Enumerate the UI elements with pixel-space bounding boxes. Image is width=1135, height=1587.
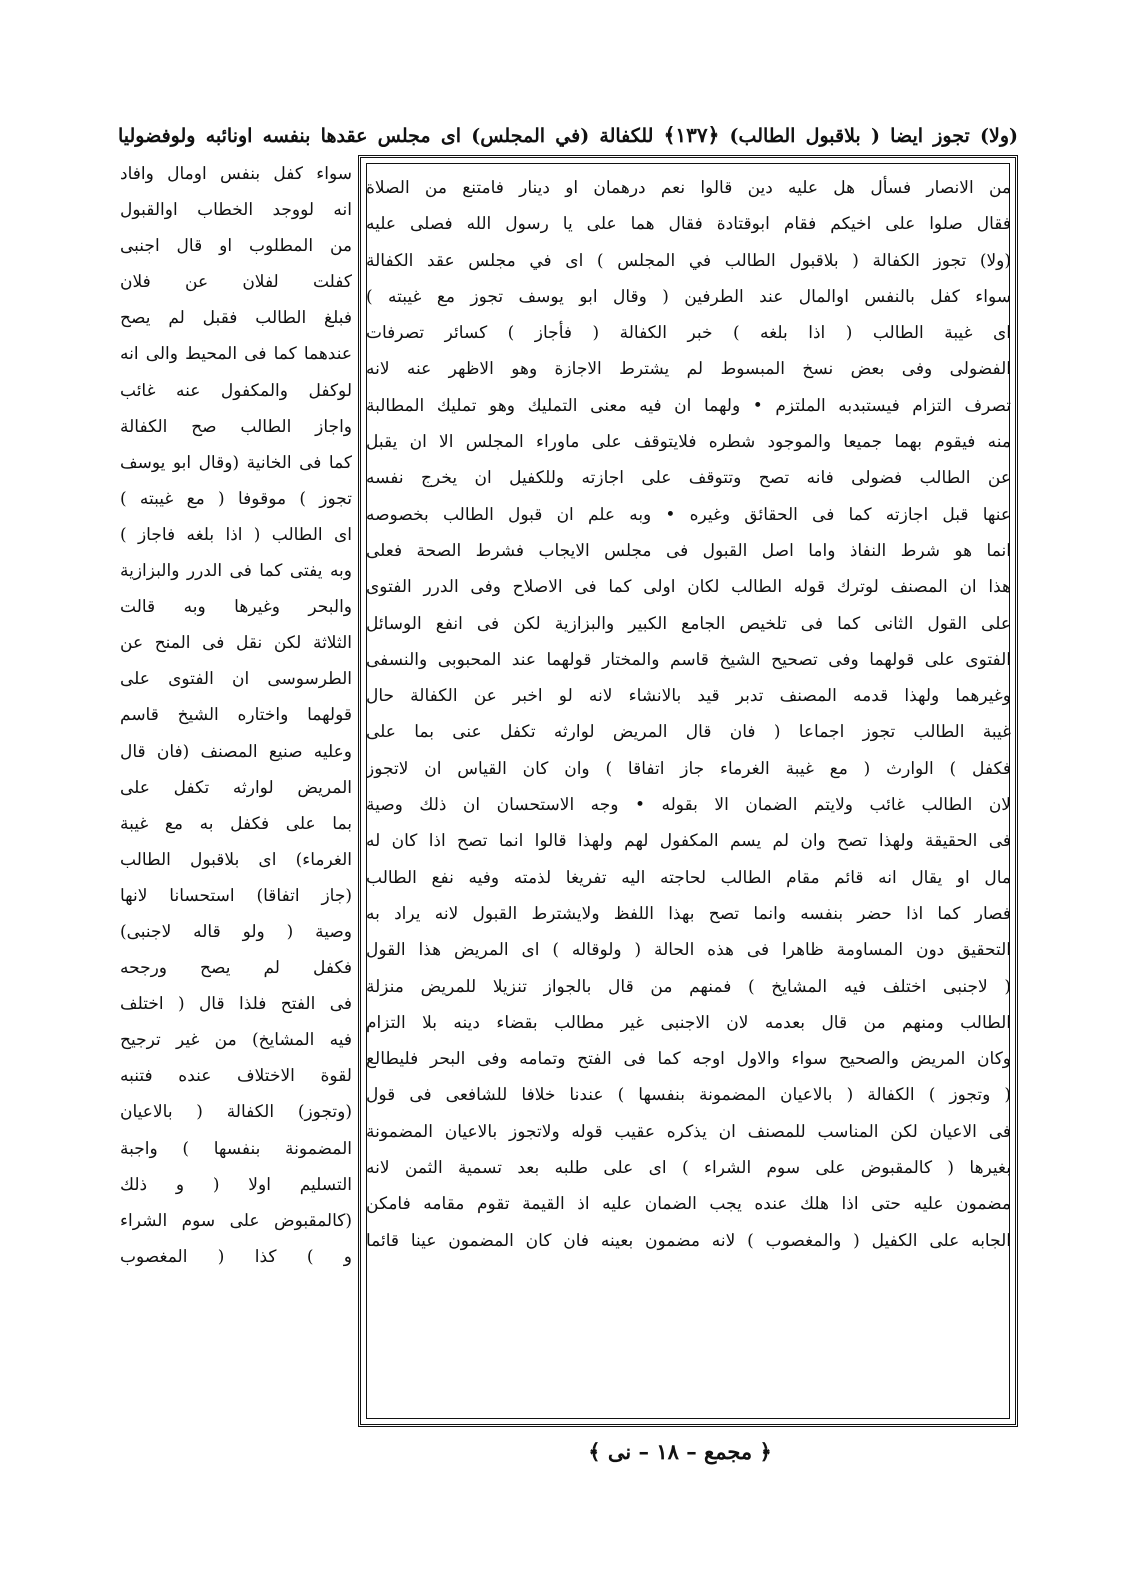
text-line: فيه المشايخ) من غير ترجيح [120, 1030, 352, 1051]
text-line: على القول الثانى كما فى تلخيص الجامع الكبير والبزازية لكن فى انفع الوسائل [366, 613, 1011, 634]
text-line: الغرماء) اى بلاقبول الطالب [120, 849, 352, 870]
text-line: المريض لوارثه تكفل على [120, 777, 352, 798]
text-line: سواء كفل بنفس اومال وافاد [120, 164, 352, 184]
text-line: و ) كذا ( المغصوب [120, 1246, 352, 1267]
text-line: ( لاجنبى اختلف فيه المشايخ ) فمنهم من قال بالجواز تنزيلا للمريض منزلة [366, 976, 1011, 997]
signature-footer: ﴿ مجمع – ١٨ – نى ﴾ [588, 1439, 772, 1464]
text-line: الفتوى على قولهما وفى تصحيح الشيخ قاسم والمختار قولهما عند المحبوبى والنسفى [366, 649, 1011, 670]
text-line: وبه يفتى كما فى الدرر والبزازية [120, 561, 352, 582]
text-line: لوكفل والمكفول عنه غائب [120, 380, 352, 401]
text-line: قولهما واختاره الشيخ قاسم [120, 705, 352, 726]
text-line: واجاز الطالب صح الكفالة [120, 416, 352, 437]
text-line: انه لووجد الخطاب اوالقبول [120, 200, 352, 221]
text-line: فى الاعيان لكن المناسب للمصنف ان يذكره عقيب قوله ولاتجوز بالاعيان المضمونة [366, 1121, 1011, 1142]
text-line: تصرف التزام فيستبدبه الملتزم • ولهما ان فيه معنى التمليك وهو تمليك المطالبة [366, 395, 1011, 416]
header-left-text: للكفالة (في المجلس) اى مجلس عقدها بنفسه اونائبه ولوفضوليا [118, 125, 654, 147]
text-line: فصار كما اذا حضر بنفسه وانما تصح بهذا اللفظ ولايشترط القبول لانه يراد به [366, 903, 1011, 924]
text-line: عندهما كما فى المحيط والى انه [120, 344, 352, 365]
side-commentary [120, 156, 352, 1275]
text-line: وعليه صنيع المصنف (فان قال [120, 741, 352, 762]
text-line: (كالمقبوض على سوم الشراء [120, 1210, 352, 1231]
text-line: مال او يقال انه قائم مقام الطالب لحاجته اليه تفريغا لذمته وفيه نفع الطالب [366, 867, 1011, 888]
text-line: لان الطالب غائب ولايتم الضمان الا بقوله • وجه الاستحسان ان ذلك وصية [366, 795, 1011, 816]
page-number: ﴿١٣٧﴾ [663, 123, 720, 147]
text-line: عن الطالب فضولى فانه تصح وتتوقف على اجازته وللكفيل ان يخرج نفسه [366, 468, 1011, 489]
text-line: فبلغ الطالب فقبل لم يصح [120, 308, 352, 329]
header-right-text: (ولا) تجوز ايضا ( بلاقبول الطالب) [729, 125, 1019, 147]
text-line: الجابه على الكفيل ( والمغصوب ) لانه مضمون بعينه فان كان المضمون عينا قائما [366, 1230, 1011, 1251]
text-line: وصية ( ولو قاله لاجنبى) [120, 921, 352, 942]
text-line: بغيرها ( كالمقبوض على سوم الشراء ) اى على طلبه بعد تسمية الثمن لانه [366, 1158, 1011, 1179]
text-line: اى الطالب ( اذا بلغه فاجاز ) [120, 524, 352, 545]
text-line: بما على فكفل به مع غيبة [120, 813, 352, 834]
text-line: التحقيق دون المساومة ظاهرا فى هذه الحالة ( ولوقاله ) اى المريض هذا القول [366, 940, 1011, 961]
text-line: غيبة الطالب تجوز اجماعا ( فان قال المريض لوارثه تكفل عنى بما على [366, 722, 1011, 743]
text-line: الفضولى وفى بعض نسخ المبسوط لم يشترط الاجازة وهو الاظهر عنه لانه [366, 359, 1011, 380]
text-line: كما فى الخانية (وقال ابو يوسف [120, 452, 352, 473]
text-line: الثلاثة لكن نقل فى المنح عن [120, 633, 352, 654]
text-line: منه فيقوم بهما جميعا والموجود شطره فلايتوقف على ماوراء المجلس الا ان يقبل [366, 432, 1011, 453]
text-line: وغيرهما ولهذا قدمه المصنف تدبر قيد بالانشاء لانه لو اخبر عن الكفالة حال [366, 686, 1011, 707]
text-line: الطالب ومنهم من قال بعدمه لان الاجنبى غير مطالب بقضاء دينه بلا التزام [366, 1012, 1011, 1033]
text-line: (جاز اتفاقا) استحسانا لانها [120, 885, 352, 906]
text-line: فكفل ) الوارث ( مع غيبة الغرماء جاز اتفاقا ) وان كان القياس ان لاتجوز [366, 758, 1011, 779]
main-commentary [366, 170, 1011, 1259]
text-line: هذا ان المصنف لوترك قوله الطالب لكان اولى كما فى الاصلاح وفى الدرر الفتوى [366, 577, 1011, 598]
text-line: (وتجوز) الكفالة ( بالاعيان [120, 1102, 352, 1123]
text-line: (ولا) تجوز الكفالة ( بلاقبول الطالب في المجلس ) اى في مجلس عقد الكفالة [366, 250, 1011, 271]
text-line: وكان المريض والصحيح سواء والاول اوجه كما فى الفتح وتمامه وفى البحر فليطالع [366, 1049, 1011, 1070]
text-line: من الانصار فسأل هل عليه دين قالوا نعم درهمان او دينار فامتنع من الصلاة [366, 178, 1011, 198]
text-line: الطرسوسى ان الفتوى على [120, 669, 352, 690]
text-line: فى الحقيقة ولهذا تصح وان لم يسم المكفول لهم ولهذا قالوا انما تصح اذا كان له [366, 831, 1011, 852]
text-line: التسليم اولا ( و ذلك [120, 1174, 352, 1195]
text-line: فكفل لم يصح ورجحه [120, 958, 352, 979]
text-line: ( وتجوز ) الكفالة ( بالاعيان المضمونة بنفسها ) عندنا خلافا للشافعى فى قول [366, 1085, 1011, 1106]
text-line: فقال صلوا على اخيكم فقام ابوقتادة فقال هما على يا رسول الله فصلى عليه [366, 214, 1011, 235]
text-line: مضمون عليه حتى اذا هلك عنده يجب الضمان عليه اذ القيمة تقوم مقامه فامكن [366, 1194, 1011, 1215]
text-line: انما هو شرط النفاذ واما اصل القبول فى مجلس الايجاب فشرط الصحة فعلى [366, 540, 1011, 561]
text-line: كفلت لفلان عن فلان [120, 272, 352, 293]
page-header [118, 116, 1018, 154]
text-line: والبحر وغيرها وبه قالت [120, 597, 352, 618]
text-line: تجوز ) موقوفا ( مع غيبته ) [120, 488, 352, 509]
text-line: اى غيبة الطالب ( اذا بلغه ) خبر الكفالة ( فأجاز ) كسائر تصرفات [366, 323, 1011, 344]
text-line: عنها قبل اجازته كما فى الحقائق وغيره • وبه علم ان قبول الطالب بخصوصه [366, 504, 1011, 525]
text-line: سواء كفل بالنفس اوالمال عند الطرفين ( وقال ابو يوسف تجوز مع غيبته ) [366, 286, 1011, 307]
text-line: المضمونة بنفسها ) واجبة [120, 1138, 352, 1159]
text-line: لقوة الاختلاف عنده فتنبه [120, 1066, 352, 1087]
text-line: فى الفتح فلذا قال ( اختلف [120, 994, 352, 1015]
text-line: من المطلوب او قال اجنبى [120, 236, 352, 257]
